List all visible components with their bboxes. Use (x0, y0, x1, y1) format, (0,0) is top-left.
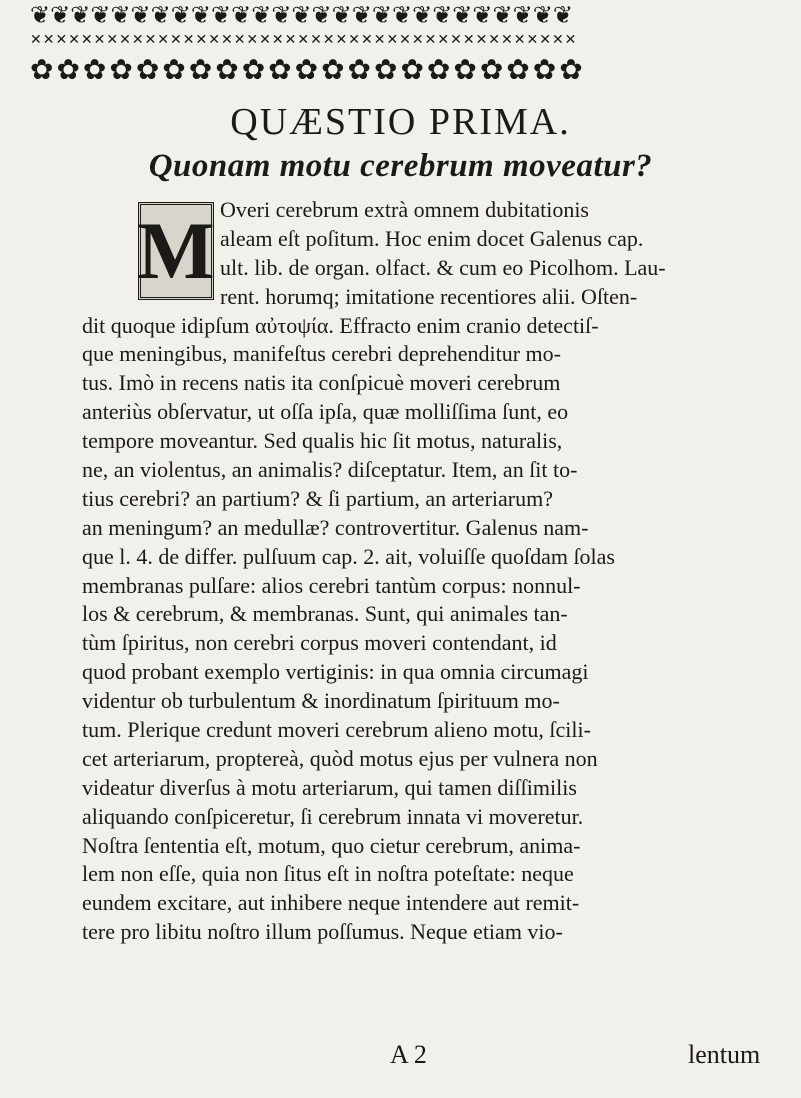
body-text (82, 196, 772, 947)
text-line: eundem excitare, aut inhibere neque intendere aut remit- (82, 890, 580, 916)
text-line: videntur ob turbulentum & inordinatum ſpirituum mo- (82, 688, 560, 714)
page-heading: QUÆSTIO PRIMA. (230, 101, 571, 143)
text-line: anteriùs obſervatur, ut oſſa ipſa, quæ molliſſima ſunt, eo (82, 399, 569, 425)
decorated-initial: M (138, 202, 214, 300)
text-line: Noſtra ſententia eſt, motum, quo cietur cerebrum, anima- (82, 832, 581, 858)
text-line: ult. lib. de organ. olfact. & cum eo Picolhom. Lau- (220, 254, 666, 280)
text-line: membranas pulſare: alios cerebri tantùm corpus: nonnul- (82, 572, 581, 598)
text-line: aleam eſt poſitum. Hoc enim docet Galenus cap. (220, 225, 644, 251)
text-line: los & cerebrum, & membranas. Sunt, qui animales tan- (82, 601, 568, 627)
text-line: que l. 4. de differ. pulſuum cap. 2. ait, voluiſſe quoſdam ſolas (82, 543, 615, 569)
text-line: an meningum? an medullæ? controvertitur. Galenus nam- (82, 514, 589, 540)
text-line: tus. Imò in recens natis ita conſpicuè moveri cerebrum (82, 370, 561, 396)
headpiece-ornament (30, 0, 780, 96)
text-line: tempore moveantur. Sed qualis hic ſit motus, naturalis, (82, 428, 563, 454)
ornament-row-top: ❦❦❦❦❦❦❦❦❦❦❦❦❦❦❦❦❦❦❦❦❦❦❦❦❦❦❦ (30, 1, 573, 29)
text-line: que meningibus, manifeſtus cerebri deprehenditur mo- (82, 341, 561, 367)
ornament-row-bottom: ✿✿✿✿✿✿✿✿✿✿✿✿✿✿✿✿✿✿✿✿✿ (30, 53, 586, 86)
page-footer (0, 1040, 801, 1070)
catchword: lentum (688, 1040, 761, 1069)
signature-mark: A 2 (390, 1040, 427, 1069)
text-line: tere pro libitu noſtro illum poſſumus. Neque etiam vio- (82, 919, 563, 945)
text-line: tius cerebri? an partium? & ſi partium, an arteriarum? (82, 485, 553, 511)
text-line: Overi cerebrum extrà omnem dubitationis (220, 197, 589, 222)
text-line: quod probant exemplo vertiginis: in qua omnia circumagi (82, 659, 589, 685)
page-subtitle: Quonam motu cerebrum moveatur? (148, 148, 653, 184)
text-line: aliquando conſpiceretur, ſi cerebrum innata vi moveretur. (82, 803, 584, 829)
text-line: cet arteriarum, proptereà, quòd motus ejus per vulnera non (82, 745, 598, 771)
text-line: rent. horumq; imitatione recentiores alii. Oſten- (220, 283, 638, 309)
text-line: ne, an violentus, an animalis? diſceptatur. Item, an ſit to- (82, 457, 578, 483)
text-line: videatur diverſus à motu arteriarum, qui tamen diſſimilis (82, 774, 577, 800)
text-line: tum. Plerique credunt moveri cerebrum alieno motu, ſcili- (82, 717, 591, 743)
ornament-row-middle: ✕✕✕✕✕✕✕✕✕✕✕✕✕✕✕✕✕✕✕✕✕✕✕✕✕✕✕✕✕✕✕✕✕✕✕✕✕✕✕✕✕✕✕ (30, 32, 578, 48)
text-line: dit quoque idipſum αὐτοψία. Effracto enim cranio detectiſ- (82, 312, 599, 338)
text-line: lem non eſſe, quia non ſitus eſt in noſtra poteſtate: neque (82, 861, 574, 887)
text-line: tùm ſpiritus, non cerebri corpus moveri contendant, id (82, 630, 557, 656)
